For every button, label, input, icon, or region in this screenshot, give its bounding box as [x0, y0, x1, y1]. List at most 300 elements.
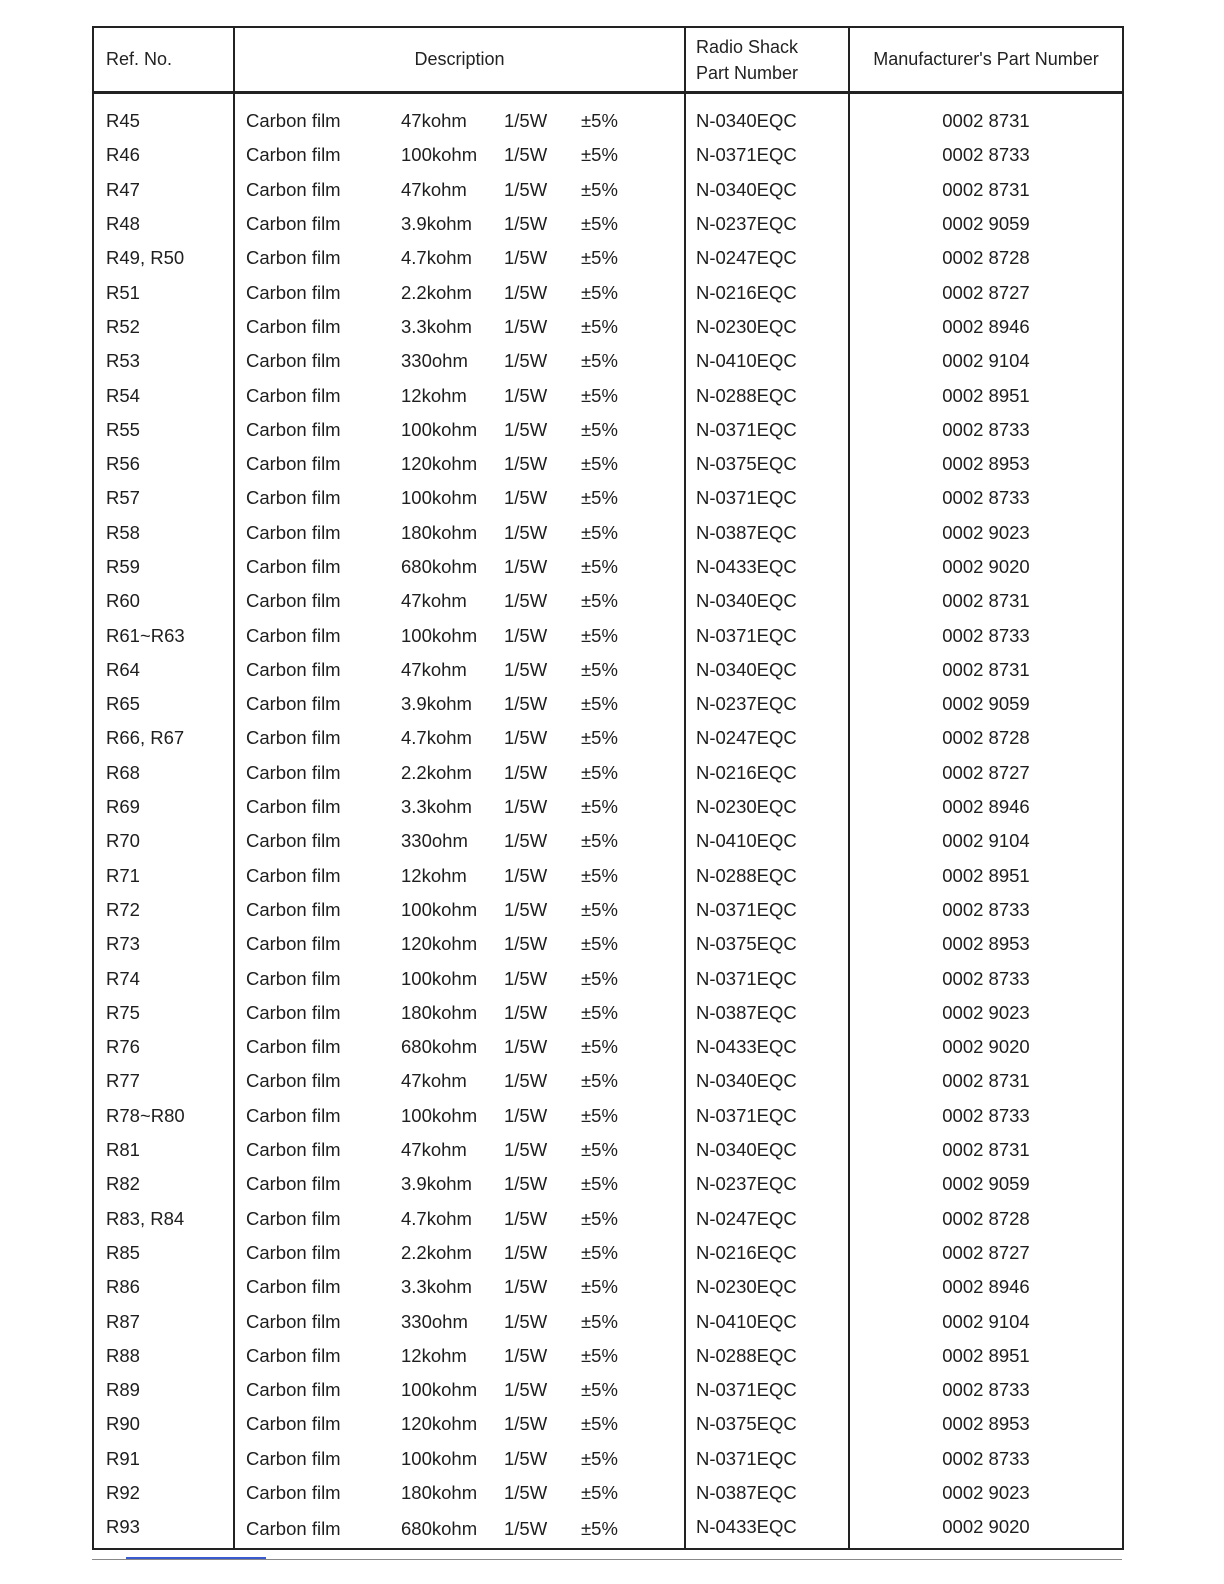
ref-no-cell: R60: [106, 590, 140, 612]
manufacturer-part-number-cell: 0002 9020: [849, 1510, 1123, 1549]
tolerance: ±5%: [581, 384, 618, 406]
component-type: Carbon film: [246, 693, 341, 715]
table-header-row: [93, 27, 1123, 93]
ref-no-cell: R75: [106, 1001, 140, 1023]
radio-shack-part-number-cell: N-0387EQC: [685, 516, 849, 550]
ref-no-cell: R78~R80: [106, 1104, 185, 1126]
component-type: Carbon film: [246, 247, 341, 269]
ref-no-cell: R72: [106, 898, 140, 920]
table-row: [93, 653, 1123, 687]
tolerance: ±5%: [581, 521, 618, 543]
table-row: [93, 584, 1123, 618]
wattage: 1/5W: [504, 624, 548, 646]
description-cell: [234, 1407, 685, 1441]
ref-no-cell: R92: [106, 1482, 140, 1504]
wattage: 1/5W: [504, 453, 548, 475]
tolerance: ±5%: [581, 864, 618, 886]
description-cell: [234, 1510, 685, 1549]
component-type: Carbon film: [246, 590, 341, 612]
resistance-value: 3.9kohm: [401, 693, 472, 715]
manufacturer-part-number-cell: 0002 8733: [849, 961, 1123, 995]
radio-shack-part-number-cell: N-0371EQC: [685, 893, 849, 927]
header-manufacturer-part-number: Manufacturer's Part Number: [849, 27, 1123, 93]
description-cell: [234, 756, 685, 790]
header-ref-no: Ref. No.: [93, 27, 234, 93]
radio-shack-part-number-cell: N-0433EQC: [685, 1030, 849, 1064]
manufacturer-part-number-cell: 0002 8733: [849, 138, 1123, 172]
wattage: 1/5W: [504, 556, 548, 577]
description-cell: [234, 550, 685, 584]
manufacturer-part-number-cell: 0002 8733: [849, 1442, 1123, 1476]
description-cell: [234, 1373, 685, 1407]
radio-shack-part-number-cell: N-0230EQC: [685, 310, 849, 344]
resistance-value: 100kohm: [401, 898, 478, 920]
component-type: Carbon film: [246, 1173, 341, 1195]
table-row: [93, 927, 1123, 961]
table-row: [93, 93, 1123, 139]
wattage: 1/5W: [504, 1036, 548, 1058]
tolerance: ±5%: [581, 1173, 618, 1195]
table-row: [93, 1236, 1123, 1270]
tolerance: ±5%: [581, 1518, 618, 1540]
radio-shack-part-number-cell: N-0410EQC: [685, 1304, 849, 1338]
parts-list-table: [92, 26, 1124, 1550]
ref-no-cell: R76: [106, 1036, 140, 1058]
resistance-value: 47kohm: [401, 178, 467, 200]
description-cell: [234, 344, 685, 378]
ref-no-cell: R88: [106, 1344, 140, 1366]
manufacturer-part-number-cell: 0002 8731: [849, 93, 1123, 139]
description-cell: [234, 481, 685, 515]
tolerance: ±5%: [581, 1241, 618, 1263]
component-type: Carbon film: [246, 418, 341, 440]
description-cell: [234, 138, 685, 172]
component-type: Carbon film: [246, 315, 341, 337]
component-type: Carbon film: [246, 761, 341, 783]
resistance-value: 3.3kohm: [401, 315, 472, 337]
wattage: 1/5W: [504, 1139, 548, 1161]
resistance-value: 330ohm: [401, 350, 468, 372]
table-row: [93, 859, 1123, 893]
resistance-value: 100kohm: [401, 624, 478, 646]
manufacturer-part-number-cell: 0002 8731: [849, 653, 1123, 687]
resistance-value: 12kohm: [401, 1344, 467, 1366]
radio-shack-part-number-cell: N-0237EQC: [685, 207, 849, 241]
ref-no-cell: R83, R84: [106, 1207, 185, 1229]
tolerance: ±5%: [581, 1070, 618, 1092]
table-row: [93, 344, 1123, 378]
manufacturer-part-number-cell: 0002 8727: [849, 275, 1123, 309]
ref-no-cell: R55: [106, 418, 140, 440]
manufacturer-part-number-cell: 0002 8728: [849, 241, 1123, 275]
component-type: Carbon film: [246, 1310, 341, 1332]
radio-shack-part-number-cell: N-0371EQC: [685, 1373, 849, 1407]
tolerance: ±5%: [581, 590, 618, 612]
radio-shack-part-number-cell: N-0371EQC: [685, 1099, 849, 1133]
tolerance: ±5%: [581, 1413, 618, 1435]
component-type: Carbon film: [246, 1447, 341, 1469]
radio-shack-part-number-cell: N-0433EQC: [685, 1510, 849, 1549]
component-type: Carbon film: [246, 144, 341, 166]
component-type: Carbon film: [246, 556, 341, 577]
wattage: 1/5W: [504, 658, 548, 680]
manufacturer-part-number-cell: 0002 8731: [849, 1133, 1123, 1167]
wattage: 1/5W: [504, 1310, 548, 1332]
ref-no-cell: R53: [106, 350, 140, 372]
wattage: 1/5W: [504, 1070, 548, 1092]
ref-no-cell: R69: [106, 796, 140, 818]
resistance-value: 3.9kohm: [401, 213, 472, 235]
component-type: Carbon film: [246, 864, 341, 886]
description-cell: [234, 1442, 685, 1476]
radio-shack-part-number-cell: N-0237EQC: [685, 687, 849, 721]
tolerance: ±5%: [581, 453, 618, 475]
wattage: 1/5W: [504, 418, 548, 440]
ref-no-cell: R61~R63: [106, 624, 185, 646]
ref-no-cell: R57: [106, 487, 140, 509]
radio-shack-part-number-cell: N-0340EQC: [685, 653, 849, 687]
resistance-value: 330ohm: [401, 1310, 468, 1332]
table-row: [93, 516, 1123, 550]
table-row: [93, 824, 1123, 858]
manufacturer-part-number-cell: 0002 8733: [849, 893, 1123, 927]
ref-no-cell: R82: [106, 1173, 140, 1195]
wattage: 1/5W: [504, 1001, 548, 1023]
component-type: Carbon film: [246, 1001, 341, 1023]
wattage: 1/5W: [504, 967, 548, 989]
ref-no-cell: R68: [106, 761, 140, 783]
manufacturer-part-number-cell: 0002 9059: [849, 687, 1123, 721]
tolerance: ±5%: [581, 315, 618, 337]
radio-shack-part-number-cell: N-0340EQC: [685, 584, 849, 618]
manufacturer-part-number-cell: 0002 8946: [849, 1270, 1123, 1304]
component-type: Carbon film: [246, 521, 341, 543]
manufacturer-part-number-cell: 0002 8731: [849, 1064, 1123, 1098]
radio-shack-part-number-cell: N-0340EQC: [685, 1064, 849, 1098]
table-row: [93, 241, 1123, 275]
resistance-value: 120kohm: [401, 453, 478, 475]
component-type: Carbon film: [246, 1518, 341, 1540]
component-type: Carbon film: [246, 178, 341, 200]
tolerance: ±5%: [581, 1001, 618, 1023]
tolerance: ±5%: [581, 624, 618, 646]
radio-shack-part-number-cell: N-0371EQC: [685, 1442, 849, 1476]
ref-no-cell: R73: [106, 933, 140, 955]
wattage: 1/5W: [504, 110, 548, 132]
description-cell: [234, 241, 685, 275]
ref-no-cell: R66, R67: [106, 727, 185, 749]
resistance-value: 2.2kohm: [401, 1241, 472, 1263]
component-type: Carbon film: [246, 281, 341, 303]
description-cell: [234, 824, 685, 858]
table-row: [93, 1030, 1123, 1064]
footer-rule: [92, 1559, 1122, 1560]
manufacturer-part-number-cell: 0002 9104: [849, 824, 1123, 858]
manufacturer-part-number-cell: 0002 9020: [849, 550, 1123, 584]
radio-shack-part-number-cell: N-0230EQC: [685, 790, 849, 824]
description-cell: [234, 584, 685, 618]
radio-shack-part-number-cell: N-0410EQC: [685, 824, 849, 858]
tolerance: ±5%: [581, 556, 618, 577]
manufacturer-part-number-cell: 0002 8733: [849, 1373, 1123, 1407]
wattage: 1/5W: [504, 796, 548, 818]
radio-shack-part-number-cell: N-0288EQC: [685, 378, 849, 412]
component-type: Carbon film: [246, 727, 341, 749]
radio-shack-part-number-cell: N-0375EQC: [685, 1407, 849, 1441]
component-type: Carbon film: [246, 384, 341, 406]
manufacturer-part-number-cell: 0002 8733: [849, 1099, 1123, 1133]
table-row: [93, 413, 1123, 447]
component-type: Carbon film: [246, 453, 341, 475]
resistance-value: 120kohm: [401, 933, 478, 955]
manufacturer-part-number-cell: 0002 8951: [849, 859, 1123, 893]
component-type: Carbon film: [246, 1104, 341, 1126]
resistance-value: 3.9kohm: [401, 1173, 472, 1195]
radio-shack-part-number-cell: N-0340EQC: [685, 93, 849, 139]
wattage: 1/5W: [504, 590, 548, 612]
resistance-value: 47kohm: [401, 1139, 467, 1161]
ref-no-cell: R64: [106, 658, 140, 680]
wattage: 1/5W: [504, 315, 548, 337]
table-row: [93, 790, 1123, 824]
tolerance: ±5%: [581, 281, 618, 303]
ref-no-cell: R71: [106, 864, 140, 886]
radio-shack-part-number-cell: N-0387EQC: [685, 996, 849, 1030]
resistance-value: 4.7kohm: [401, 247, 472, 269]
component-type: Carbon film: [246, 1070, 341, 1092]
manufacturer-part-number-cell: 0002 8733: [849, 413, 1123, 447]
manufacturer-part-number-cell: 0002 9020: [849, 1030, 1123, 1064]
table-row: [93, 207, 1123, 241]
description-cell: [234, 721, 685, 755]
wattage: 1/5W: [504, 830, 548, 852]
component-type: Carbon film: [246, 487, 341, 509]
wattage: 1/5W: [504, 1447, 548, 1469]
ref-no-cell: R89: [106, 1379, 140, 1401]
description-cell: [234, 1339, 685, 1373]
component-type: Carbon film: [246, 1413, 341, 1435]
radio-shack-part-number-cell: N-0288EQC: [685, 1339, 849, 1373]
ref-no-cell: R58: [106, 521, 140, 543]
ref-no-cell: R52: [106, 315, 140, 337]
description-cell: [234, 173, 685, 207]
radio-shack-part-number-cell: N-0433EQC: [685, 550, 849, 584]
tolerance: ±5%: [581, 1344, 618, 1366]
tolerance: ±5%: [581, 796, 618, 818]
tolerance: ±5%: [581, 247, 618, 269]
manufacturer-part-number-cell: 0002 8733: [849, 618, 1123, 652]
table-row: [93, 1476, 1123, 1510]
description-cell: [234, 413, 685, 447]
tolerance: ±5%: [581, 110, 618, 132]
manufacturer-part-number-cell: 0002 8951: [849, 1339, 1123, 1373]
description-cell: [234, 1167, 685, 1201]
radio-shack-part-number-cell: N-0247EQC: [685, 1202, 849, 1236]
resistance-value: 100kohm: [401, 967, 478, 989]
table-row: [93, 550, 1123, 584]
wattage: 1/5W: [504, 1207, 548, 1229]
table-row: [93, 893, 1123, 927]
radio-shack-part-number-cell: N-0247EQC: [685, 721, 849, 755]
table-row: [93, 1407, 1123, 1441]
resistance-value: 680kohm: [401, 1518, 478, 1540]
ref-no-cell: R51: [106, 281, 140, 303]
resistance-value: 330ohm: [401, 830, 468, 852]
radio-shack-part-number-cell: N-0375EQC: [685, 927, 849, 961]
description-cell: [234, 927, 685, 961]
ref-no-cell: R90: [106, 1413, 140, 1435]
manufacturer-part-number-cell: 0002 8731: [849, 584, 1123, 618]
table-row: [93, 1202, 1123, 1236]
radio-shack-part-number-cell: N-0371EQC: [685, 618, 849, 652]
wattage: 1/5W: [504, 178, 548, 200]
resistance-value: 4.7kohm: [401, 1207, 472, 1229]
table-row: [93, 961, 1123, 995]
manufacturer-part-number-cell: 0002 8953: [849, 447, 1123, 481]
manufacturer-part-number-cell: 0002 8733: [849, 481, 1123, 515]
table-row: [93, 1099, 1123, 1133]
ref-no-cell: R87: [106, 1310, 140, 1332]
header-radio-shack-part-number: [685, 27, 849, 93]
resistance-value: 680kohm: [401, 1036, 478, 1058]
radio-shack-part-number-cell: N-0371EQC: [685, 481, 849, 515]
ref-no-cell: R54: [106, 384, 140, 406]
description-cell: [234, 1202, 685, 1236]
radio-shack-part-number-cell: N-0216EQC: [685, 1236, 849, 1270]
resistance-value: 180kohm: [401, 1001, 478, 1023]
wattage: 1/5W: [504, 1379, 548, 1401]
table-row: [93, 996, 1123, 1030]
radio-shack-part-number-cell: N-0371EQC: [685, 138, 849, 172]
wattage: 1/5W: [504, 898, 548, 920]
component-type: Carbon film: [246, 1379, 341, 1401]
description-cell: [234, 790, 685, 824]
tolerance: ±5%: [581, 350, 618, 372]
tolerance: ±5%: [581, 830, 618, 852]
resistance-value: 3.3kohm: [401, 796, 472, 818]
wattage: 1/5W: [504, 864, 548, 886]
description-cell: [234, 653, 685, 687]
resistance-value: 47kohm: [401, 110, 467, 132]
table-row: [93, 1510, 1123, 1549]
resistance-value: 680kohm: [401, 556, 478, 577]
component-type: Carbon film: [246, 624, 341, 646]
component-type: Carbon film: [246, 830, 341, 852]
description-cell: [234, 1304, 685, 1338]
table-row: [93, 447, 1123, 481]
table-row: [93, 756, 1123, 790]
component-type: Carbon film: [246, 967, 341, 989]
resistance-value: 100kohm: [401, 1104, 478, 1126]
description-cell: [234, 1270, 685, 1304]
table-row: [93, 1442, 1123, 1476]
wattage: 1/5W: [504, 1413, 548, 1435]
tolerance: ±5%: [581, 1447, 618, 1469]
radio-shack-part-number-cell: N-0340EQC: [685, 173, 849, 207]
ref-no-cell: R45: [106, 110, 140, 132]
description-cell: [234, 378, 685, 412]
component-type: Carbon film: [246, 933, 341, 955]
table-row: [93, 1270, 1123, 1304]
resistance-value: 12kohm: [401, 864, 467, 886]
tolerance: ±5%: [581, 418, 618, 440]
ref-no-cell: R70: [106, 830, 140, 852]
wattage: 1/5W: [504, 693, 548, 715]
description-cell: [234, 687, 685, 721]
manufacturer-part-number-cell: 0002 9104: [849, 1304, 1123, 1338]
table-row: [93, 1133, 1123, 1167]
manufacturer-part-number-cell: 0002 9059: [849, 1167, 1123, 1201]
wattage: 1/5W: [504, 213, 548, 235]
tolerance: ±5%: [581, 1379, 618, 1401]
wattage: 1/5W: [504, 1276, 548, 1298]
radio-shack-part-number-cell: N-0410EQC: [685, 344, 849, 378]
component-type: Carbon film: [246, 796, 341, 818]
tolerance: ±5%: [581, 658, 618, 680]
wattage: 1/5W: [504, 1173, 548, 1195]
ref-no-cell: R93: [106, 1516, 140, 1538]
resistance-value: 100kohm: [401, 144, 478, 166]
ref-no-cell: R77: [106, 1070, 140, 1092]
tolerance: ±5%: [581, 933, 618, 955]
ref-no-cell: R47: [106, 178, 140, 200]
radio-shack-part-number-cell: N-0288EQC: [685, 859, 849, 893]
manufacturer-part-number-cell: 0002 9023: [849, 996, 1123, 1030]
table-row: [93, 618, 1123, 652]
radio-shack-part-number-cell: N-0230EQC: [685, 1270, 849, 1304]
ref-no-cell: R65: [106, 693, 140, 715]
tolerance: ±5%: [581, 1482, 618, 1504]
ref-no-cell: R56: [106, 453, 140, 475]
resistance-value: 47kohm: [401, 658, 467, 680]
resistance-value: 4.7kohm: [401, 727, 472, 749]
wattage: 1/5W: [504, 1344, 548, 1366]
component-type: Carbon film: [246, 213, 341, 235]
description-cell: [234, 310, 685, 344]
table-row: [93, 1339, 1123, 1373]
wattage: 1/5W: [504, 1482, 548, 1504]
component-type: Carbon film: [246, 898, 341, 920]
resistance-value: 3.3kohm: [401, 1276, 472, 1298]
resistance-value: 100kohm: [401, 487, 478, 509]
wattage: 1/5W: [504, 144, 548, 166]
wattage: 1/5W: [504, 761, 548, 783]
table-row: [93, 173, 1123, 207]
description-cell: [234, 207, 685, 241]
component-type: Carbon film: [246, 1139, 341, 1161]
component-type: Carbon film: [246, 1482, 341, 1504]
component-type: Carbon film: [246, 1036, 341, 1058]
tolerance: ±5%: [581, 1310, 618, 1332]
ref-no-cell: R86: [106, 1276, 140, 1298]
resistance-value: 12kohm: [401, 384, 467, 406]
table-row: [93, 481, 1123, 515]
component-type: Carbon film: [246, 1276, 341, 1298]
ref-no-cell: R46: [106, 144, 140, 166]
table-body: [93, 93, 1123, 1550]
component-type: Carbon film: [246, 1207, 341, 1229]
wattage: 1/5W: [504, 281, 548, 303]
wattage: 1/5W: [504, 1241, 548, 1263]
tolerance: ±5%: [581, 1276, 618, 1298]
component-type: Carbon film: [246, 350, 341, 372]
description-cell: [234, 1064, 685, 1098]
tolerance: ±5%: [581, 727, 618, 749]
resistance-value: 120kohm: [401, 1413, 478, 1435]
radio-shack-part-number-cell: N-0371EQC: [685, 961, 849, 995]
resistance-value: 47kohm: [401, 1070, 467, 1092]
ref-no-cell: R85: [106, 1241, 140, 1263]
